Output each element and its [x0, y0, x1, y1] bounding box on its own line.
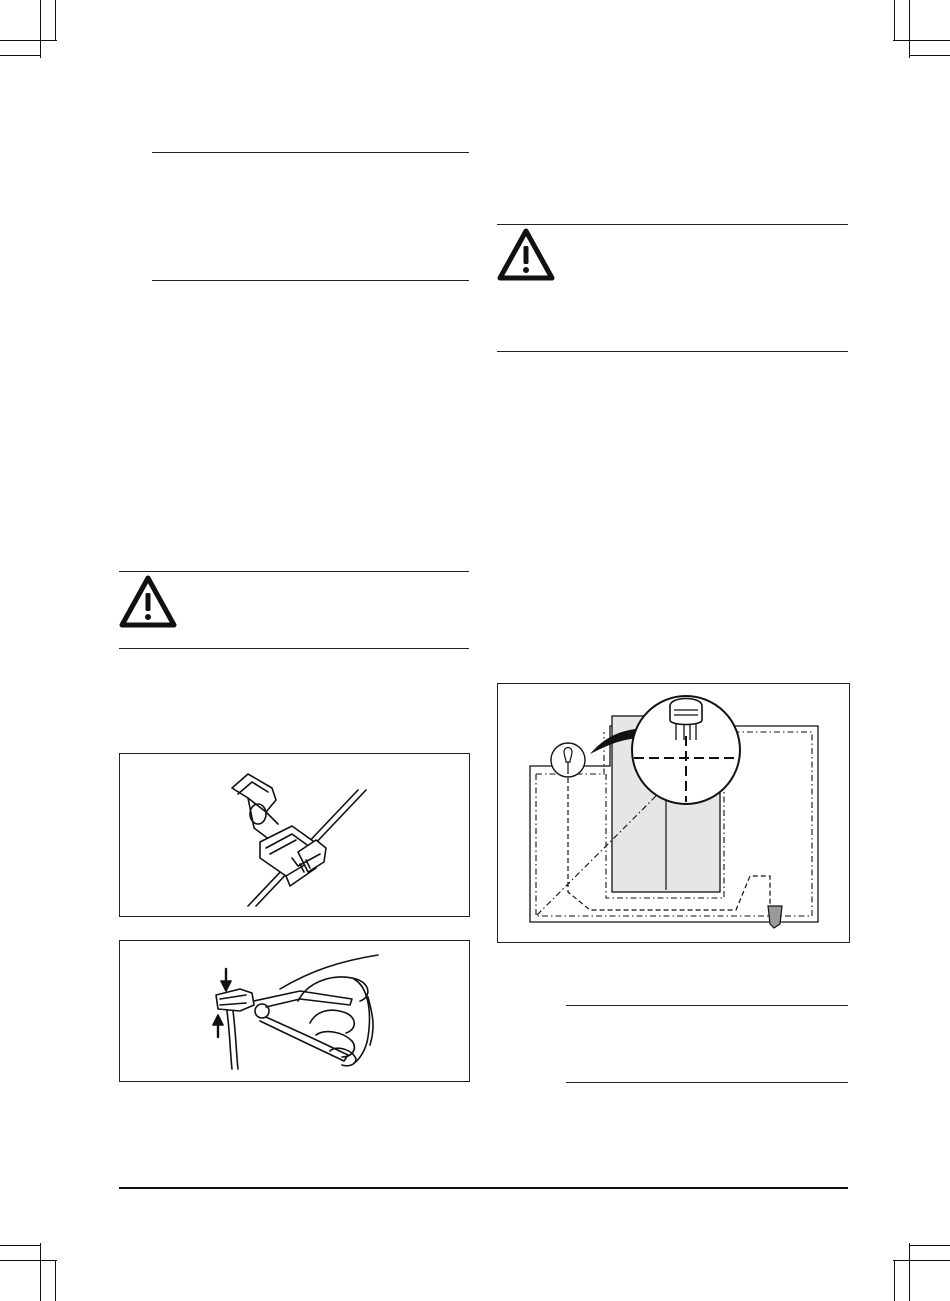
warning-triangle-icon — [119, 575, 177, 629]
wire-connector-illustration — [120, 754, 469, 916]
pliers-crimp-illustration — [120, 941, 469, 1081]
figure-garden-layout — [497, 683, 850, 943]
footer-rule — [119, 1187, 848, 1189]
garden-layout-diagram — [498, 684, 849, 942]
warning-triangle-icon — [497, 228, 555, 282]
figure-wire-connector — [119, 753, 470, 917]
figure-pliers-crimp — [119, 940, 470, 1082]
